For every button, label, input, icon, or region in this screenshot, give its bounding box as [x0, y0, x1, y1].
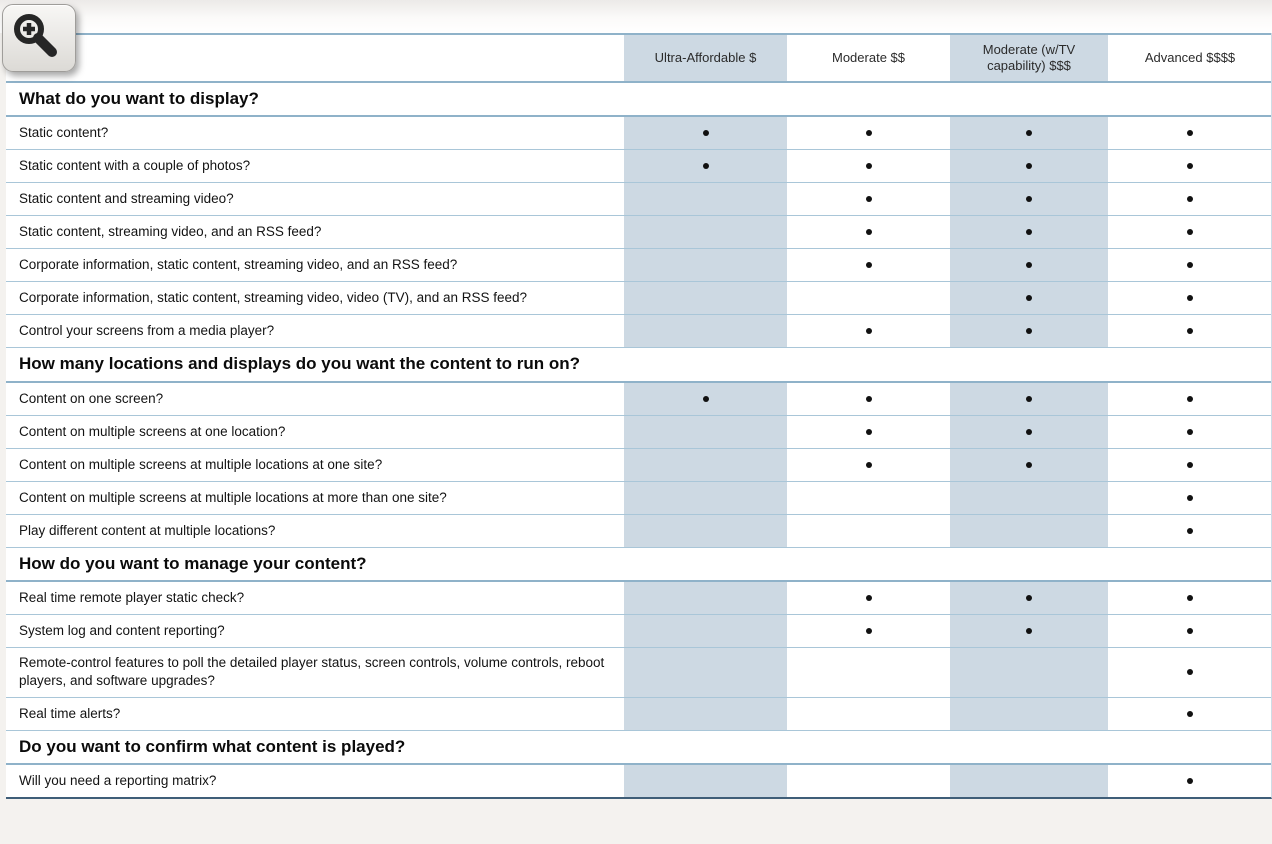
- row-question-label: Real time alerts?: [19, 705, 121, 721]
- table-row: [6, 648, 1271, 697]
- feature-cell: [950, 383, 1108, 415]
- table-body: [6, 83, 1271, 797]
- feature-dot: [1026, 295, 1032, 301]
- feature-cell: [1108, 383, 1272, 415]
- table-header-label-spacer: [6, 35, 624, 81]
- row-question-label: Will you need a reporting matrix?: [19, 772, 217, 788]
- table-row: [6, 449, 1271, 482]
- feature-dot: [1026, 196, 1032, 202]
- feature-cell: [624, 765, 787, 797]
- column-header: Moderate $$: [832, 49, 905, 65]
- feature-cell: [787, 698, 950, 730]
- row-question-label: Real time remote player static check?: [19, 590, 245, 606]
- feature-cell: [1108, 117, 1272, 149]
- feature-cell: [624, 416, 787, 448]
- table-row: [6, 216, 1271, 249]
- feature-cell: [624, 515, 787, 547]
- row-question-label: Content on one screen?: [19, 390, 164, 406]
- feature-cell: [787, 515, 950, 547]
- feature-cell: [1108, 183, 1272, 215]
- feature-dot: [1187, 262, 1193, 268]
- table-row: [6, 482, 1271, 515]
- feature-cell: [624, 582, 787, 614]
- feature-cell: [787, 765, 950, 797]
- feature-cell: [950, 216, 1108, 248]
- feature-cell: [1108, 765, 1272, 797]
- table-row: [6, 582, 1271, 615]
- feature-cell: [787, 416, 950, 448]
- feature-dot: [1187, 295, 1193, 301]
- feature-cell: [624, 615, 787, 647]
- feature-dot: [1026, 163, 1032, 169]
- feature-dot: [1187, 462, 1193, 468]
- feature-cell: [624, 698, 787, 730]
- feature-dot: [703, 163, 709, 169]
- feature-cell: [950, 582, 1108, 614]
- feature-cell: [787, 648, 950, 696]
- table-row: [6, 249, 1271, 282]
- row-question-label: Content on multiple screens at multiple locations at one site?: [19, 456, 383, 472]
- feature-cell: [950, 482, 1108, 514]
- feature-cell: [624, 648, 787, 696]
- feature-dot: [866, 628, 872, 634]
- feature-dot: [1187, 396, 1193, 402]
- feature-dot: [866, 396, 872, 402]
- table-row: [6, 315, 1271, 348]
- feature-cell: [1108, 482, 1272, 514]
- feature-dot: [703, 396, 709, 402]
- feature-dot: [866, 130, 872, 136]
- feature-cell: [950, 765, 1108, 797]
- row-question-label: Corporate information, static content, streaming video, video (TV), and an RSS feed?: [19, 290, 528, 306]
- feature-cell: [1108, 615, 1272, 647]
- feature-dot: [866, 462, 872, 468]
- feature-cell: [950, 449, 1108, 481]
- feature-cell: [624, 383, 787, 415]
- feature-cell: [950, 648, 1108, 696]
- feature-cell: [787, 449, 950, 481]
- feature-dot: [1026, 595, 1032, 601]
- feature-dot: [1187, 229, 1193, 235]
- section-title: What do you want to display?: [6, 83, 1271, 117]
- feature-cell: [950, 117, 1108, 149]
- feature-cell: [1108, 416, 1272, 448]
- table-row: [6, 515, 1271, 548]
- feature-dot: [1187, 495, 1193, 501]
- feature-cell: [787, 117, 950, 149]
- feature-cell: [624, 282, 787, 314]
- feature-cell: [787, 615, 950, 647]
- page-top-margin: [0, 0, 1272, 33]
- feature-dot: [866, 163, 872, 169]
- feature-cell: [1108, 315, 1272, 347]
- feature-dot: [1187, 528, 1193, 534]
- feature-dot: [1187, 163, 1193, 169]
- column-header: Ultra-Affordable $: [624, 35, 787, 81]
- feature-dot: [866, 229, 872, 235]
- feature-cell: [624, 315, 787, 347]
- feature-dot: [1026, 262, 1032, 268]
- feature-cell: [950, 315, 1108, 347]
- table-row: [6, 765, 1271, 797]
- row-question-label: Content on multiple screens at multiple locations at more than one site?: [19, 489, 447, 505]
- feature-dot: [866, 328, 872, 334]
- feature-cell: [787, 383, 950, 415]
- feature-cell: [950, 249, 1108, 281]
- feature-cell: [950, 183, 1108, 215]
- feature-dot: [1187, 711, 1193, 717]
- feature-cell: [1108, 449, 1272, 481]
- feature-dot: [1026, 462, 1032, 468]
- row-question-label: Corporate information, static content, streaming video, and an RSS feed?: [19, 257, 458, 273]
- feature-cell: [1108, 582, 1272, 614]
- feature-cell: [787, 150, 950, 182]
- table-row: [6, 615, 1271, 648]
- feature-cell: [787, 315, 950, 347]
- feature-cell: [787, 216, 950, 248]
- feature-cell: [1108, 282, 1272, 314]
- column-header: Advanced $$$$: [1144, 49, 1236, 65]
- row-question-label: Control your screens from a media player?: [19, 323, 275, 339]
- feature-cell: [624, 150, 787, 182]
- feature-dot: [866, 262, 872, 268]
- zoom-button[interactable]: [2, 4, 76, 72]
- zoom-in-icon: [9, 11, 61, 61]
- feature-dot: [1187, 669, 1193, 675]
- feature-dot: [1187, 429, 1193, 435]
- table-row: [6, 150, 1271, 183]
- feature-cell: [1108, 648, 1272, 696]
- table-header-row: [6, 33, 1271, 83]
- row-question-label: Static content, streaming video, and an RSS feed?: [19, 224, 322, 240]
- table-row: [6, 698, 1271, 731]
- table-row: [6, 383, 1271, 416]
- row-question-label: Remote-control features to poll the detailed player status, screen controls, volume controls, reboot players, and software upgrades?: [19, 655, 605, 689]
- feature-dot: [1187, 778, 1193, 784]
- feature-dot: [703, 130, 709, 136]
- feature-cell: [950, 698, 1108, 730]
- feature-dot: [1187, 130, 1193, 136]
- feature-dot: [866, 429, 872, 435]
- feature-cell: [1108, 698, 1272, 730]
- feature-cell: [1108, 515, 1272, 547]
- feature-dot: [1187, 628, 1193, 634]
- table-row: [6, 416, 1271, 449]
- table-row: [6, 117, 1271, 150]
- feature-cell: [1108, 150, 1272, 182]
- feature-cell: [787, 282, 950, 314]
- feature-dot: [866, 595, 872, 601]
- feature-dot: [1026, 229, 1032, 235]
- feature-cell: [1108, 249, 1272, 281]
- feature-cell: [950, 282, 1108, 314]
- feature-dot: [1026, 130, 1032, 136]
- feature-cell: [787, 582, 950, 614]
- row-question-label: Static content with a couple of photos?: [19, 158, 251, 174]
- row-question-label: Play different content at multiple locations?: [19, 522, 276, 538]
- table-row: [6, 183, 1271, 216]
- feature-cell: [950, 515, 1108, 547]
- table-row: [6, 282, 1271, 315]
- feature-cell: [787, 183, 950, 215]
- feature-cell: [624, 117, 787, 149]
- feature-cell: [787, 482, 950, 514]
- feature-cell: [624, 482, 787, 514]
- feature-dot: [1026, 328, 1032, 334]
- column-header: Moderate (w/TV capability) $$$: [950, 35, 1108, 81]
- feature-dot: [1187, 328, 1193, 334]
- row-question-label: Content on multiple screens at one location?: [19, 423, 286, 439]
- section-title: How do you want to manage your content?: [6, 548, 1271, 582]
- feature-dot: [1026, 396, 1032, 402]
- feature-cell: [1108, 216, 1272, 248]
- feature-cell: [950, 150, 1108, 182]
- row-question-label: Static content?: [19, 125, 109, 141]
- feature-cell: [624, 216, 787, 248]
- feature-dot: [1187, 595, 1193, 601]
- feature-cell: [787, 249, 950, 281]
- row-question-label: Static content and streaming video?: [19, 191, 234, 207]
- feature-cell: [950, 615, 1108, 647]
- feature-cell: [624, 449, 787, 481]
- feature-dot: [1026, 628, 1032, 634]
- feature-cell: [624, 183, 787, 215]
- row-question-label: System log and content reporting?: [19, 623, 225, 639]
- comparison-table: [6, 33, 1272, 799]
- feature-dot: [1026, 429, 1032, 435]
- feature-cell: [950, 416, 1108, 448]
- section-title: How many locations and displays do you want the content to run on?: [6, 348, 1271, 382]
- feature-dot: [866, 196, 872, 202]
- feature-dot: [1187, 196, 1193, 202]
- section-title: Do you want to confirm what content is played?: [6, 731, 1271, 765]
- feature-cell: [624, 249, 787, 281]
